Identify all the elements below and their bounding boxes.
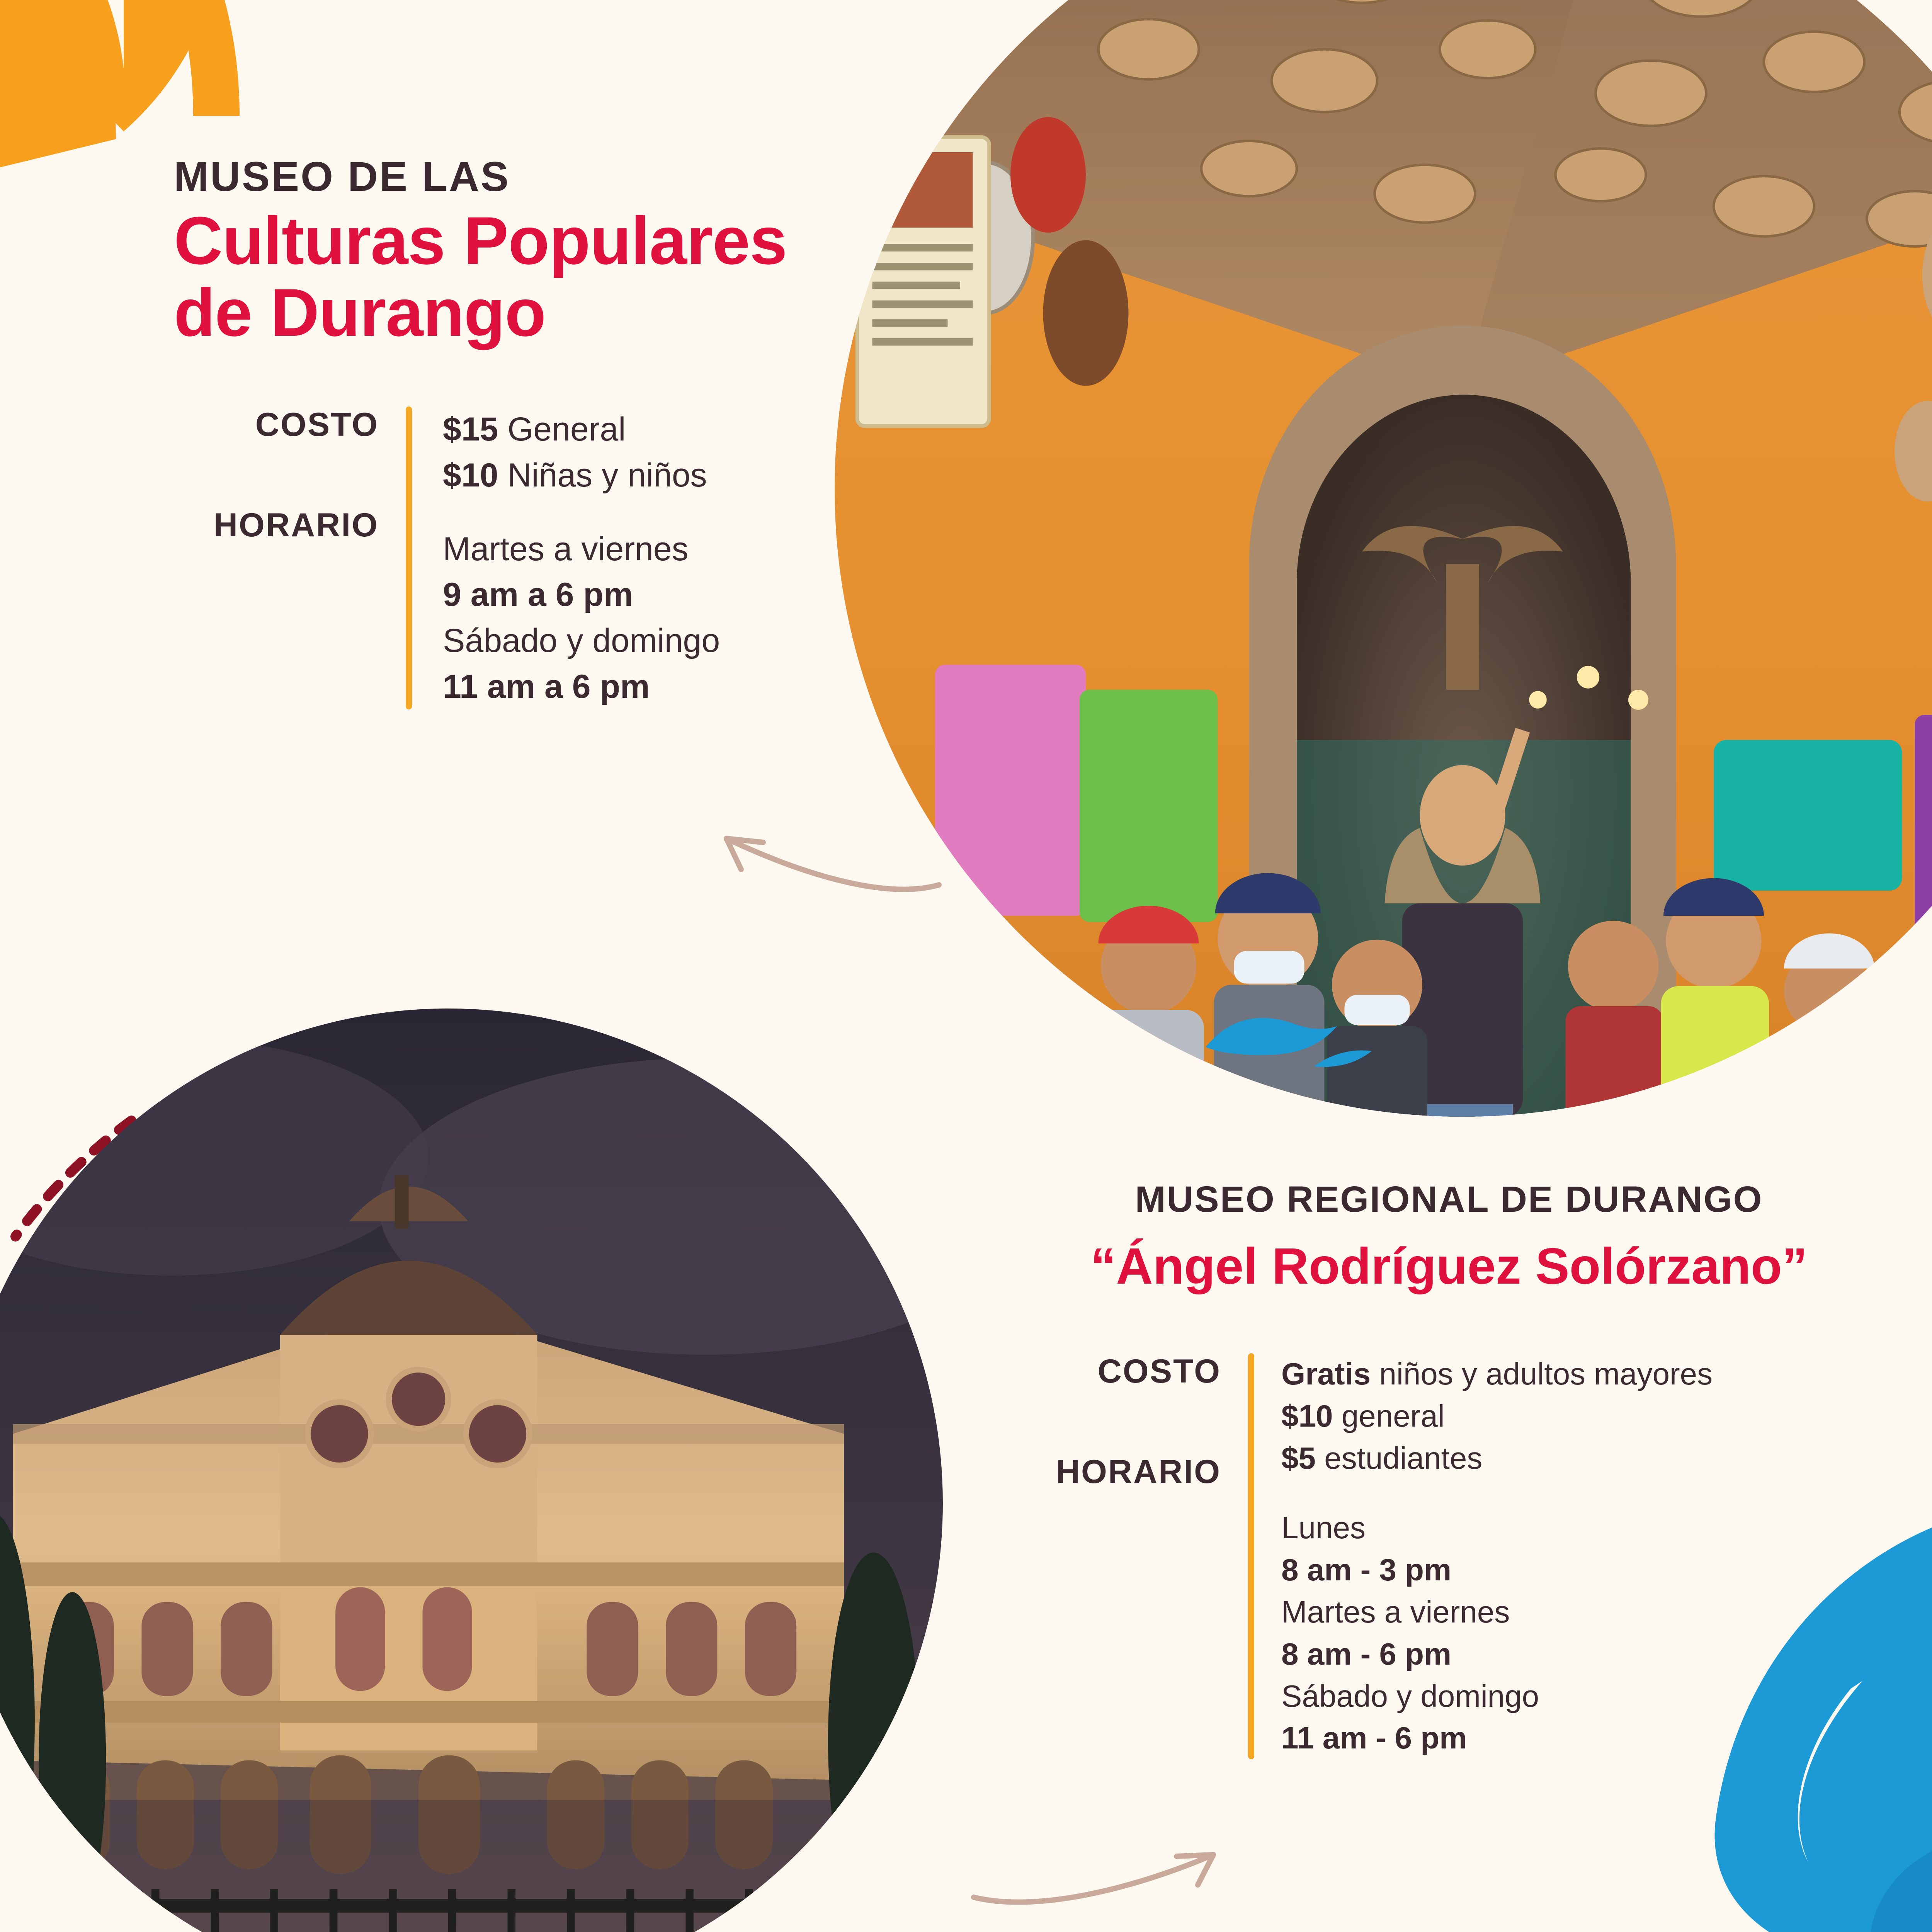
spacer: [443, 498, 720, 526]
museum-2-schedule-days: Martes a viernes: [1281, 1594, 1510, 1629]
museum-2-cost-label: COSTO: [1097, 1353, 1221, 1390]
museum-1-info: [174, 155, 889, 709]
museum-2-cost-1-amount: $10: [1281, 1398, 1333, 1433]
museum-2-cost-row: [1281, 1395, 1713, 1437]
curved-arrow-right-icon: [966, 1816, 1260, 1913]
museum-1-schedule-days: Sábado y domingo: [443, 622, 720, 660]
museum-2-schedule-2-hours: 11 am - 6 pm: [1281, 1721, 1467, 1755]
museum-1-values: [412, 406, 720, 709]
museum-1-cost-1-desc: Niñas y niños: [498, 457, 707, 494]
museum-2-cost-2-amount: $5: [1281, 1440, 1316, 1475]
museum-1-title-line-2: de Durango: [174, 275, 546, 350]
museum-2-cost-2-desc: estudiantes: [1315, 1440, 1483, 1475]
museum-2-title: “Ángel Rodríguez Solórzano”: [1090, 1238, 1808, 1294]
museum-2-cost-1-desc: general: [1333, 1398, 1445, 1433]
museum-1-title-line-1: Culturas Populares: [174, 203, 787, 279]
museum-2-cost-0-amount: Gratis: [1281, 1357, 1371, 1391]
museum-1-kicker: MUSEO DE LAS: [174, 153, 510, 200]
museum-2-kicker: MUSEO REGIONAL DE DURANGO: [1135, 1179, 1763, 1220]
museum-1-cost-0-amount: $15: [443, 411, 498, 448]
blue-splash-icon: [1182, 951, 1453, 1078]
museum-1-details: [174, 406, 889, 709]
museum-1-schedule-days: Martes a viernes: [443, 530, 689, 568]
museum-2-schedule-days: Sábado y domingo: [1281, 1679, 1539, 1713]
museum-2-divider-rule: [1248, 1353, 1254, 1759]
museum-1-cost-label: COSTO: [255, 406, 379, 444]
museum-2-labels: [1024, 1353, 1248, 1759]
museum-2-schedule-1-hours: 8 am - 6 pm: [1281, 1636, 1452, 1671]
museum-2-schedule-0-hours: 8 am - 3 pm: [1281, 1553, 1452, 1587]
museum-2-schedule-label: HORARIO: [1056, 1453, 1221, 1490]
museum-2-cost-row: [1281, 1353, 1713, 1395]
museum-1-title: [174, 205, 889, 349]
museum-1-schedule-0-hours: 9 am a 6 pm: [443, 576, 633, 614]
blue-blob-icon: [1376, 1472, 1932, 1932]
museum-1-cost-1-amount: $10: [443, 457, 498, 494]
museum-1-labels: [174, 406, 406, 709]
museum-2-cost-0-desc: niños y adultos mayores: [1371, 1357, 1713, 1391]
museum-1-schedule-hours: [443, 664, 720, 710]
museum-1-cost-row: [443, 452, 720, 498]
museum-1-schedule-label: HORARIO: [213, 506, 379, 544]
museum-1-cost-0-desc: General: [498, 411, 626, 448]
museum-1-divider-rule: [406, 406, 412, 709]
museum-2-schedule-days: Lunes: [1281, 1510, 1366, 1545]
museum-1-schedule-1-hours: 11 am a 6 pm: [443, 668, 650, 705]
museum-1-cost-row: [443, 406, 720, 452]
museum-1-schedule-hours: [443, 572, 720, 618]
